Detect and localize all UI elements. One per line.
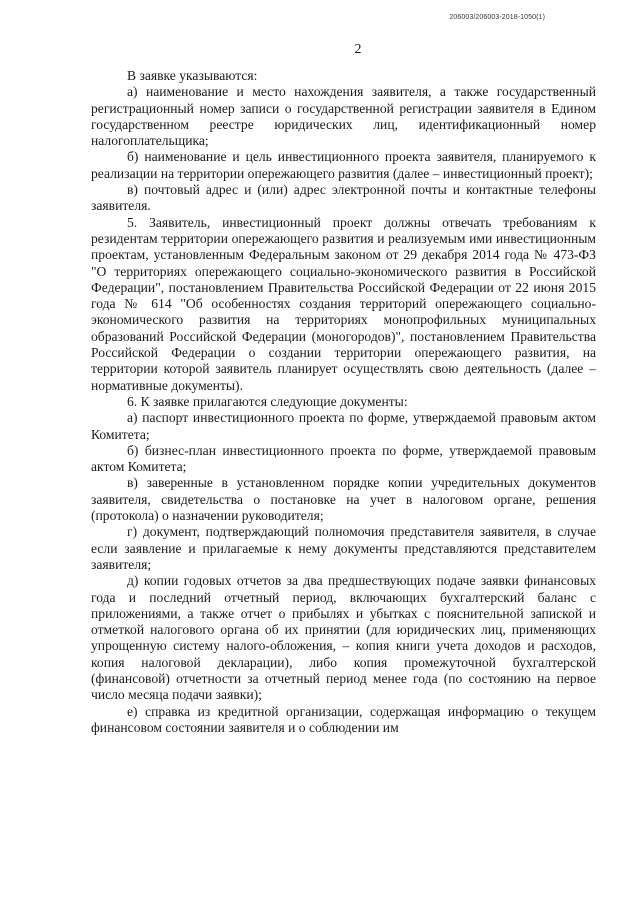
paragraph-clause-6: 6. К заявке прилагаются следующие документы: [127,393,408,409]
paragraph-doc-g: г) документ, подтверждающий полномочия представителя заявителя, в случае если заявление и прилагаемые к нему документы представляются представителем заявителя; [91,524,596,572]
paragraph-item-b: б) наименование и цель инвестиционного проекта заявителя, планируемого к реализации на территории опережающего развития (далее – инвестиционный проект); [91,149,596,181]
page-number: 2 [354,42,362,57]
document-body [91,68,596,736]
paragraph-item-a: а) наименование и место нахождения заявителя, а также государственный регистрационный номер записи о государственной регистрации заявителя в Едином государственном реестре юридических лиц, идентификационный номер налогоплательщика; [91,84,596,149]
paragraph-clause-5: 5. Заявитель, инвестиционный проект должны отвечать требованиям к резидентам территории опережающего развития и реализуемым ими инвестиционным проектам, установленным Федеральным законом от 29 декабря 2014 года № 473-ФЗ "О территориях опережающего социально-экономического развития в Российской Федерации", постановлением Правительства Российской Федерации от 22 июня 2015 года № 614 "Об особенностях создания территорий опережающего социально-экономического развития на территориях монопрофильных муниципальных образований Российской Федерации (моногородов)", постановлением Правительства Российской Федерации о создании территории опережающего развития, на территории которой заявитель планирует осуществлять свою деятельность (далее – нормативные документы). [91,214,596,393]
paragraph-item-v: в) почтовый адрес и (или) адрес электронной почты и контактные телефоны заявителя. [91,182,596,214]
paragraph-doc-v: в) заверенные в установленном порядке копии учредительных документов заявителя, свидетельства о постановке на учет в налоговом органе, решения (протокола) о назначении руководителя; [91,475,596,524]
paragraph-doc-b: б) бизнес-план инвестиционного проекта по форме, утверждаемой правовым актом Комитета; [91,442,596,475]
paragraph-doc-a: а) паспорт инвестиционного проекта по форме, утверждаемой правовым актом Комитета; [91,410,596,442]
paragraph-intro: В заявке указываются: [127,68,258,83]
document-id: 206003/206003-2018-1050(1) [449,14,545,21]
paragraph-doc-e: е) справка из кредитной организации, содержащая информацию о текущем финансовом состоянии заявителя и о соблюдении им [91,703,596,735]
paragraph-doc-d: д) копии годовых отчетов за два предшествующих подаче заявки финансовых года и последний отчетный период, включающих бухгалтерский баланс с приложениями, а также отчет о прибылях и убытках с пояснительной запиской и отметкой налогового органа об их принятии (для юридических лиц, применяющих упрощенную систему налого-обложения, – копия книги учета доходов и расходов, копия налоговой декларации), либо копия промежуточной бухгалтерской (финансовой) отчетности за отчетный период менее года (по состоянию на первое число месяца подачи заявки); [91,573,596,703]
